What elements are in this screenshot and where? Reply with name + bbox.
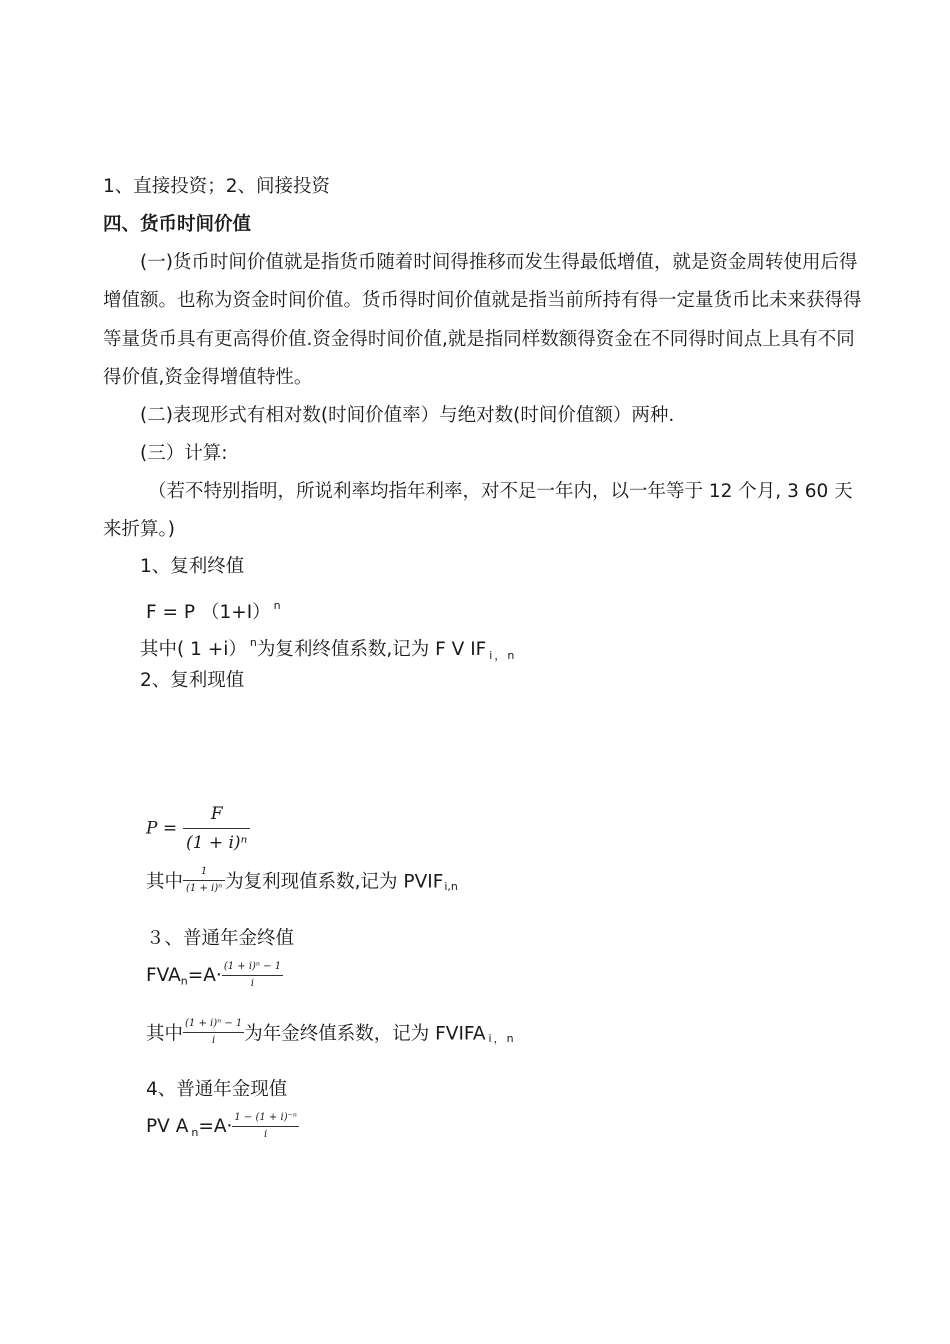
paragraph-note-text: （若不特别指明，所说利率均指年利率，对不足一年内，以一年等于 12 个月, 3 60 天来折算。) [103, 481, 853, 541]
item4-formula-lhs-subscript: n [191, 1125, 199, 1139]
item4-formula-denominator: i [264, 1129, 268, 1140]
item4-formula-eq: =A· [198, 1116, 233, 1137]
item1-note-exponent: n [249, 636, 257, 649]
item2-note-pre: 其中 [146, 871, 184, 893]
item3-note-post: 为年金终值系数，记为 FVIFA [244, 1023, 486, 1045]
item4-title: 4、普通年金现值 [146, 1079, 288, 1100]
item2-formula-numerator: F [183, 804, 250, 829]
paragraph-text: (一)货币时间价值就是指货币随着时间得推移而发生得最低增值，就是资金周转使用后得增值额。也称为资金时间价值。货币得时间价值就是指当前所持有得一定量货币比未来获得得等量货币具有更高得价值.资金得时间价值,就是指同样数额得资金在不同得时间点上具有不同得价值,资金得增值特性。 [103, 252, 862, 388]
item4-formula [146, 1112, 299, 1141]
item2-note [146, 866, 458, 895]
item1-note [140, 631, 516, 668]
item3-note-numerator: (1 + 𝑖)ⁿ − 1 [183, 1018, 244, 1033]
item3-title: ３、普通年金终值 [146, 928, 295, 949]
item3-formula-fraction [222, 961, 283, 990]
item4-formula-fraction [232, 1112, 299, 1141]
item3-formula-denominator: i [250, 978, 255, 989]
paragraph-note [103, 473, 863, 550]
item2-formula-denominator: (1 + 𝑖)ⁿ [185, 833, 248, 853]
item3-note-denominator: i [212, 1035, 216, 1046]
item2-note-subscript: i,n [444, 879, 458, 893]
item2-formula-lhs: P = [146, 818, 178, 839]
item2-note-numerator: 1 [183, 866, 225, 881]
item1-title: 1、复利终值 [140, 556, 245, 577]
item3-formula [146, 961, 283, 990]
item4-formula-numerator: 1 − (1 + 𝑖)⁻ⁿ [232, 1112, 299, 1127]
paragraph-calculation-heading: (三）计算: [140, 443, 228, 464]
invest-types-line: 1、直接投资；2、间接投资 [103, 176, 331, 197]
item1-formula-exponent: n [273, 599, 281, 612]
item2-note-denominator: (1 + 𝑖)ⁿ [186, 883, 223, 894]
paragraph-forms: (二)表现形式有相对数(时间价值率）与绝对数(时间价值额）两种. [140, 405, 675, 426]
item1-formula-main: F = P （1+I） [146, 602, 271, 623]
item3-formula-numerator: (1 + i)ⁿ − 1 [222, 961, 283, 976]
item3-note [146, 1018, 516, 1047]
section-title: 四、货币时间价值 [103, 214, 252, 235]
item2-formula [146, 804, 250, 853]
item1-note-subscript: i，n [489, 649, 517, 662]
item2-note-fraction [183, 866, 225, 895]
item3-formula-lhs: FVA [146, 965, 181, 986]
item3-note-pre: 其中 [146, 1023, 184, 1045]
item3-note-fraction [183, 1018, 244, 1047]
item2-note-post: 为复利现值系数,记为 PVIF [225, 871, 444, 893]
item3-formula-lhs-subscript: n [180, 974, 188, 988]
item2-title: 2、复利现值 [140, 670, 245, 691]
item1-formula [146, 594, 281, 625]
item2-formula-fraction [183, 804, 250, 853]
paragraph-time-value-definition [103, 244, 863, 397]
item1-note-pre: 其中( 1 +i） [140, 639, 247, 660]
item3-note-subscript: i，n [488, 1031, 516, 1045]
item4-formula-lhs: PV A [146, 1116, 189, 1137]
item1-note-mid: 为复利终值系数,记为 F V IF [256, 639, 487, 660]
item3-formula-eq: =A· [187, 965, 222, 986]
